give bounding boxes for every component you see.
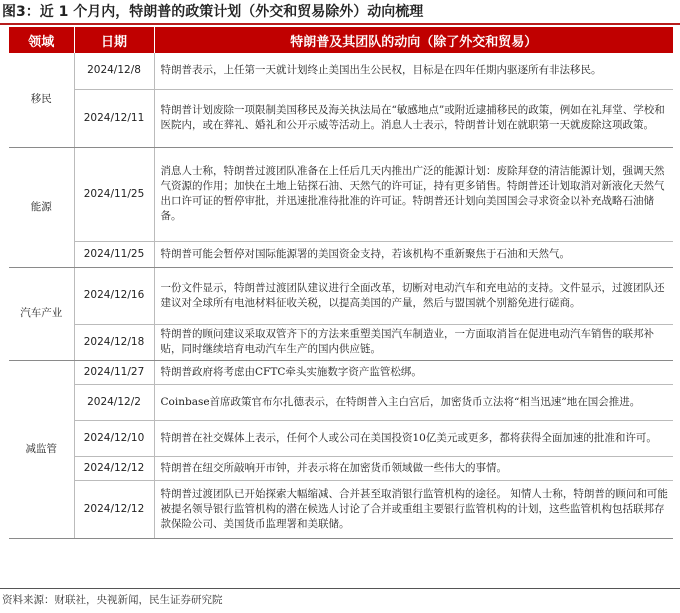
action-cell: 特朗普在纽交所敲响开市钟，并表示将在加密货币领域做一些伟大的事情。 — [154, 456, 673, 480]
policy-table — [9, 27, 673, 539]
table-row — [9, 89, 673, 147]
header-action: 特朗普及其团队的动向（除了外交和贸易） — [154, 27, 673, 53]
category-cell: 移民 — [9, 53, 74, 147]
source-rule — [0, 588, 680, 589]
date-cell: 2024/11/25 — [74, 147, 154, 241]
action-cell: 消息人士称，特朗普过渡团队准备在上任后几天内推出广泛的能源计划：废除拜登的清洁能源计划，强调天然气资源的作用；加快在土地上钻探石油、天然气的许可证，持有更多销售。特朗普还计划取消对新液化天然气出口许可证的暂停审批，并迅速批准待批准的许可证。特朗普还计划向美国国会寻求资金以补充战略石油储备。 — [154, 147, 673, 241]
table-row — [9, 147, 673, 241]
table-row — [9, 360, 673, 384]
date-cell: 2024/12/8 — [74, 53, 154, 89]
figure-title: 图3：近 1 个月内，特朗普的政策计划（外交和贸易除外）动向梳理 — [2, 4, 424, 20]
table-row — [9, 456, 673, 480]
date-cell: 2024/11/27 — [74, 360, 154, 384]
date-cell: 2024/12/16 — [74, 267, 154, 324]
action-cell: 特朗普政府将考虑由CFTC牵头实施数字资产监管松绑。 — [154, 360, 673, 384]
header-date: 日期 — [74, 27, 154, 53]
table-body — [9, 53, 673, 538]
action-cell: 特朗普在社交媒体上表示，任何个人或公司在美国投资10亿美元或更多，都将获得全面加速的批准和许可。 — [154, 420, 673, 456]
category-cell: 能源 — [9, 147, 74, 267]
date-cell: 2024/11/25 — [74, 241, 154, 267]
action-cell: 特朗普计划废除一项限制美国移民及海关执法局在“敏感地点”或附近逮捕移民的政策，例如在礼拜堂、学校和医院内，或在葬礼、婚礼和公开示威等活动上。消息人士表示，特朗普计划在就职第一天就废除这项政策。 — [154, 89, 673, 147]
category-cell: 汽车产业 — [9, 267, 74, 360]
date-cell: 2024/12/11 — [74, 89, 154, 147]
action-cell: 一份文件显示，特朗普过渡团队建议进行全面改革，切断对电动汽车和充电站的支持。文件显示，过渡团队还建议对全球所有电池材料征收关税，以提高美国的产量，然后与盟国就个别豁免进行磋商。 — [154, 267, 673, 324]
header-field: 领域 — [9, 27, 74, 53]
title-rule — [0, 23, 680, 25]
date-cell: 2024/12/10 — [74, 420, 154, 456]
table-row — [9, 384, 673, 420]
action-cell: 特朗普表示，上任第一天就计划终止美国出生公民权，目标是在四年任期内驱逐所有非法移民。 — [154, 53, 673, 89]
action-cell: Coinbase首席政策官布尔扎德表示，在特朗普入主白宫后，加密货币立法将“相当迅速”地在国会推进。 — [154, 384, 673, 420]
date-cell: 2024/12/18 — [74, 324, 154, 360]
table-row — [9, 241, 673, 267]
table-header-row — [9, 27, 673, 53]
action-cell: 特朗普的顾问建议采取双管齐下的方法来重塑美国汽车制造业，一方面取消旨在促进电动汽车销售的联邦补贴，同时继续培育电动汽车生产的国内供应链。 — [154, 324, 673, 360]
action-cell: 特朗普可能会暂停对国际能源署的美国资金支持，若该机构不重新聚焦于石油和天然气。 — [154, 241, 673, 267]
date-cell: 2024/12/12 — [74, 480, 154, 538]
action-cell: 特朗普过渡团队已开始探索大幅缩减、合并甚至取消银行监管机构的途径。 知情人士称，特朗普的顾问和可能被提名领导银行监管机构的潜在候选人讨论了合并或重组主要银行监管机构的计划，这些监管机构包括联邦存款保险公司、美国货币监理署和美联储。 — [154, 480, 673, 538]
table-row — [9, 267, 673, 324]
date-cell: 2024/12/12 — [74, 456, 154, 480]
table-row — [9, 324, 673, 360]
date-cell: 2024/12/2 — [74, 384, 154, 420]
table-row — [9, 420, 673, 456]
source-note: 资料来源：财联社，央视新闻，民生证券研究院 — [2, 594, 223, 606]
category-cell: 减监管 — [9, 360, 74, 538]
table-row — [9, 53, 673, 89]
table-row — [9, 480, 673, 538]
